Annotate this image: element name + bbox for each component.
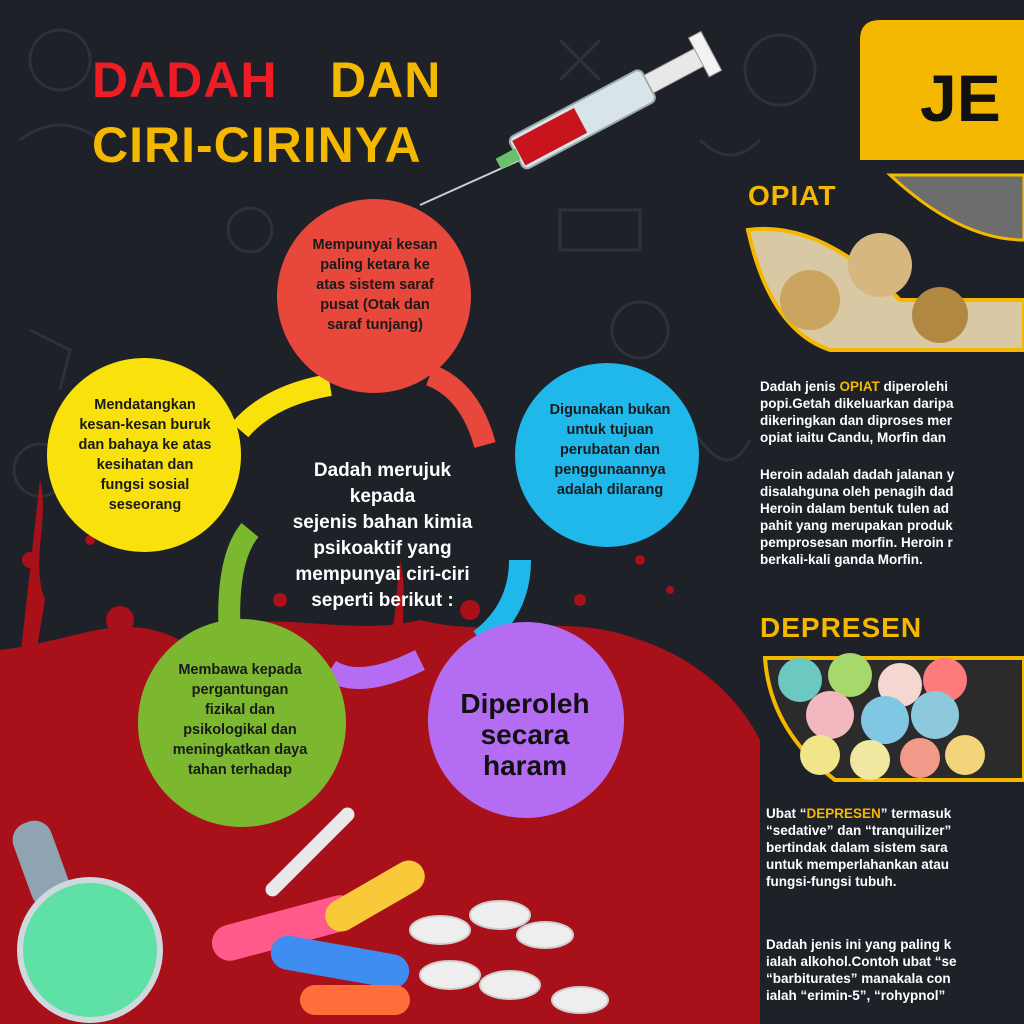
- opiat-title: OPIAT: [748, 180, 837, 211]
- center-description: Dadah merujuk kepada sejenis bahan kimia psikoaktif yang mempunyai ciri-ciri seperti berikut :: [292, 460, 473, 611]
- title-line1-yellow: DAN: [330, 52, 442, 108]
- powder-image: [890, 175, 1024, 240]
- opiat-paragraph-1: Dadah jenis OPIAT diperolehi popi.Getah dikeluarkan daripa dikeringkan dan diproses mer opiat iaitu Candu, Morfin dan: [760, 379, 954, 445]
- bubble-red-text: Mempunyai kesan paling ketara ke atas sistem saraf pusat (Otak dan saraf tunjang): [312, 237, 438, 333]
- bubble-green-text: Membawa kepada pergantungan fizikal dan psikologikal dan meningkatkan daya tahan terhadap: [172, 662, 308, 778]
- syringe-icon: [420, 31, 722, 205]
- bubble-purple-text: Diperoleh secara haram: [460, 688, 590, 781]
- bubble-cyan-text: Digunakan bukan untuk tujuan perubatan dan penggunaannya adalah dilarang: [549, 402, 671, 498]
- depresen-title: DEPRESEN: [760, 612, 923, 643]
- depresen-paragraph-1: Ubat “DEPRESEN” termasuk “sedative” dan “tranquilizer” bertindak dalam sistem sara untuk memperlahankan atau fungsi-fungsi tubuh.: [766, 806, 952, 889]
- title-line2: CIRI-CIRINYA: [92, 117, 422, 173]
- title-line1-red: DADAH: [92, 52, 278, 108]
- bubble-yellow-text: Mendatangkan kesan-kesan buruk dan bahaya ke atas kesihatan dan fungsi sosial seseorang: [78, 397, 212, 513]
- opiat-paragraph-2: Heroin adalah dadah jalanan y disalahguna oleh penagih dad Heroin dalam bentuk tulen ad pahit yang merupakan produk pemprosesan morfin. Heroin r berkali-kali ganda Morfin.: [760, 467, 955, 567]
- depresen-paragraph-2: Dadah jenis ini yang paling k ialah alkohol.Contoh ubat “se “barbiturates” manakala con ialah “erimin-5”, “rohypnol”: [766, 937, 957, 1003]
- right-heading: JE: [920, 61, 1001, 135]
